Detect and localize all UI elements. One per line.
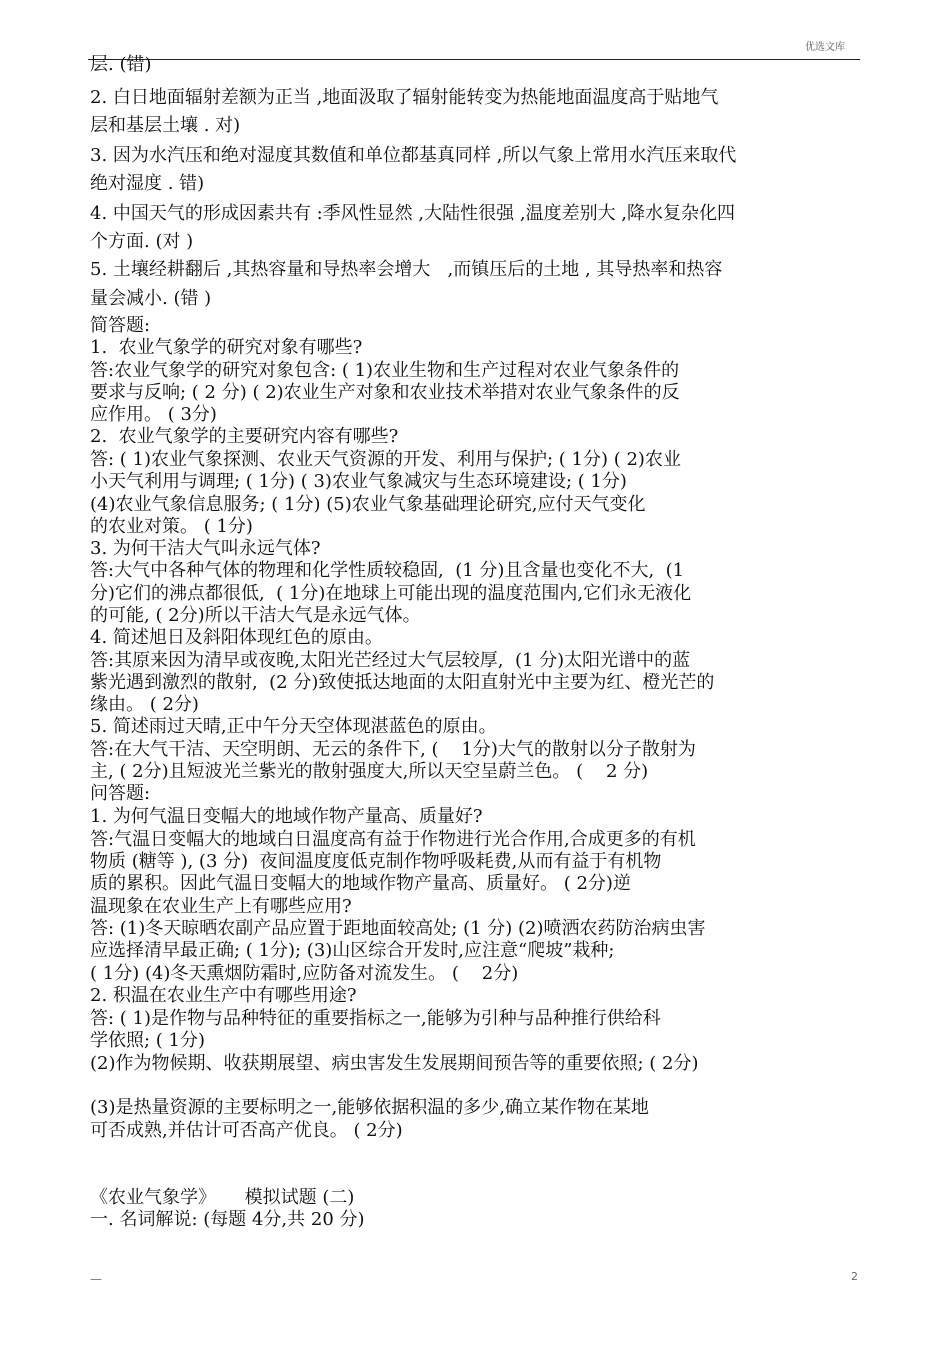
text-line: 3. 因为水汽压和绝对湿度其数值和单位都基真同样 ,所以气象上常用水汽压来取代: [90, 145, 737, 166]
exam-title: 《农业气象学》 模拟试题 (二): [90, 1187, 355, 1208]
text-line: 的农业对策。 ( 1分): [90, 516, 253, 537]
page-number: 2: [851, 1270, 858, 1283]
question: 2. 农业气象学的主要研究内容有哪些?: [90, 426, 399, 447]
text-line: (2)作为物候期、收获期展望、病虫害发生发展期间预告等的重要依照; ( 2分): [90, 1053, 699, 1074]
text-line: 要求与反响; ( 2 分) ( 2)农业生产对象和农业技术举措对农业气象条件的反: [90, 382, 680, 403]
question: 1. 农业气象学的研究对象有哪些?: [90, 337, 363, 358]
section-heading: 简答题:: [90, 315, 151, 336]
text-line: 4. 中国天气的形成因素共有 :季风性显然 ,大陆性很强 ,温度差别大 ,降水复杂化四: [90, 203, 736, 224]
text-line: 层. (错): [90, 54, 152, 75]
text-line: 层和基层土壤 . 对): [90, 115, 241, 136]
text-line: 学依照; ( 1分): [90, 1030, 206, 1051]
header-note: 优选文库: [805, 42, 845, 53]
question: 3. 为何干洁大气叫永远气体?: [90, 538, 321, 559]
text-line: 绝对湿度 . 错): [90, 173, 205, 194]
text-line: 主, ( 2分)且短波光兰紫光的散射强度大,所以天空呈蔚兰色。 ( 2 分): [90, 761, 649, 782]
text-line: 温现象在农业生产上有哪些应用?: [90, 896, 352, 917]
text-line: (4)农业气象信息服务; ( 1分) (5)农业气象基础理论研究,应付天气变化: [90, 494, 646, 515]
text-line: 答:大气中各种气体的物理和化学性质较稳固, (1 分)且含量也变化不大, (1: [90, 560, 685, 581]
text-line: 应作用。 ( 3分): [90, 404, 217, 425]
text-line: 量会减小. (错 ): [90, 288, 212, 309]
text-line: (3)是热量资源的主要标明之一,能够依据积温的多少,确立某作物在某地: [90, 1097, 649, 1118]
text-line: 答:其原来因为清早或夜晚,太阳光芒经过大气层较厚, (1 分)太阳光谱中的蓝: [90, 650, 691, 671]
text-line: 2. 白日地面辐射差额为正当 ,地面汲取了辐射能转变为热能地面温度高于贴地气: [90, 87, 719, 108]
text-line: 应选择清早最正确; ( 1分); (3)山区综合开发时,应注意“爬坡”栽种;: [90, 940, 615, 961]
text-line: 质的累积。因此气温日变幅大的地域作物产量高、质量好。 ( 2分)逆: [90, 873, 631, 894]
text-line: 的可能, ( 2分)所以干洁大气是永远气体。: [90, 605, 421, 626]
question: 2. 积温在农业生产中有哪些用途?: [90, 985, 357, 1006]
text-line: 答:在大气干洁、天空明朗、无云的条件下, ( 1分)大气的散射以分子散射为: [90, 739, 696, 760]
text-line: 个方面. (对 ): [90, 231, 194, 252]
section-heading: 问答题:: [90, 783, 151, 804]
text-line: 小天气利用与调理; ( 1分) ( 3)农业气象减灾与生态环境建设; ( 1分): [90, 471, 627, 492]
text-line: 紫光遇到激烈的散射, (2 分)致使抵达地面的太阳直射光中主要为红、橙光芒的: [90, 672, 715, 693]
text-line: 答: ( 1)农业气象探测、农业天气资源的开发、利用与保护; ( 1分) ( 2)农业: [90, 449, 681, 470]
text-line: 答:气温日变幅大的地域白日温度高有益于作物进行光合作用,合成更多的有机: [90, 829, 696, 850]
section-heading: 一. 名词解说: (每题 4分,共 20 分): [90, 1209, 365, 1230]
text-line: 答: ( 1)是作物与品种特征的重要指标之一,能够为引种与品种推行供给科: [90, 1008, 661, 1029]
question: 5. 简述雨过天晴,正中午分天空体现湛蓝色的原由。: [90, 716, 497, 737]
text-line: 物质 (糖等 ), (3 分) 夜间温度度低克制作物呼吸耗费,从而有益于有机物: [90, 851, 662, 872]
text-line: 可否成熟,并估计可否高产优良。 ( 2分): [90, 1120, 403, 1141]
text-line: 答:农业气象学的研究对象包含: ( 1)农业生物和生产过程对农业气象条件的: [90, 360, 680, 381]
text-line: 5. 土壤经耕翻后 ,其热容量和导热率会增大 ,而镇压后的土地 , 其导热率和热容: [90, 259, 723, 280]
footer-dash: —: [90, 1272, 102, 1286]
question: 4. 简述旭日及斜阳体现红色的原由。: [90, 627, 383, 648]
text-line: ( 1分) (4)冬天熏烟防霜时,应防备对流发生。 ( 2分): [90, 963, 519, 984]
text-line: 分)它们的沸点都很低, ( 1分)在地球上可能出现的温度范围内,它们永无液化: [90, 583, 692, 604]
text-line: 缘由。 ( 2分): [90, 694, 199, 715]
header-rule: [88, 59, 860, 60]
text-line: 答: (1)冬天晾晒农副产品应置于距地面较高处; (1 分) (2)喷洒农药防治病虫害: [90, 918, 706, 939]
question: 1. 为何气温日变幅大的地域作物产量高、质量好?: [90, 806, 483, 827]
